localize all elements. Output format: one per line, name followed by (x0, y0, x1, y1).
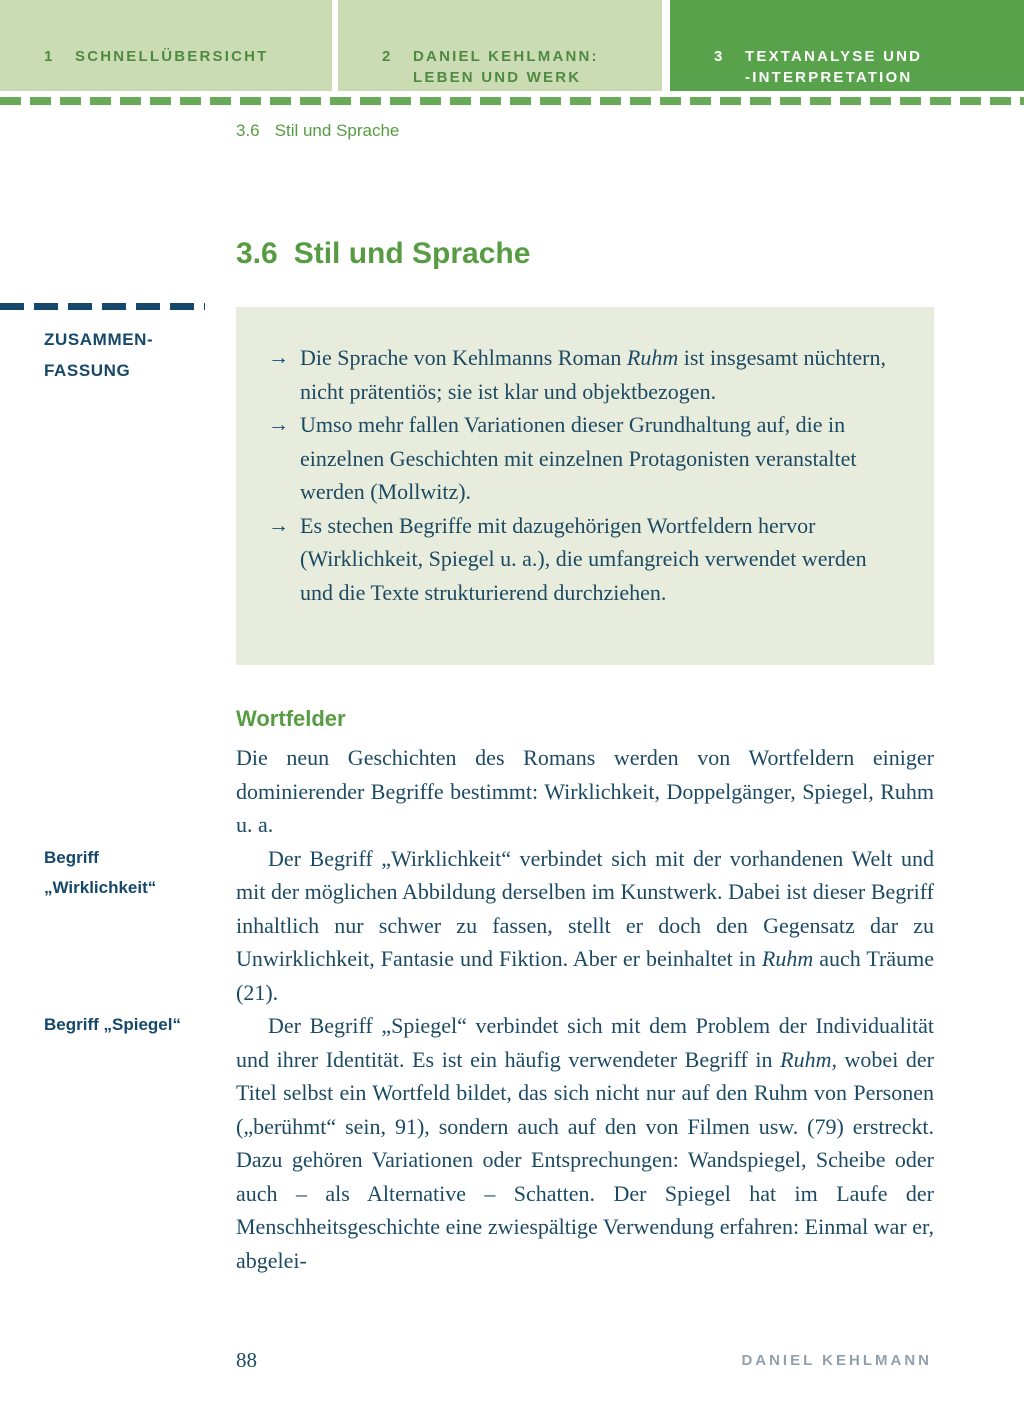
page-title-number: 3.6 (236, 237, 278, 270)
summary-dashed-divider (0, 303, 205, 310)
summary-bullet (268, 408, 904, 509)
body-text-column (236, 741, 934, 1277)
summary-margin-label: ZUSAMMEN- FASSUNG (44, 330, 154, 380)
margin-label-begriff-spiegel: Begriff „Spiegel“ (44, 1015, 181, 1034)
summary-bullet-text: Umso mehr fallen Variationen dieser Grundhaltung auf, die in einzelnen Geschichten mit einzelnen Protagonisten veranstaltet werden (Mollwitz). (300, 412, 857, 504)
tab-number: 1 (44, 48, 55, 65)
summary-box (236, 307, 934, 665)
paragraph-wortfelder-intro: Die neun Geschichten des Romans werden von Wortfeldern einiger dominierender Begriffe bestimmt: Wirklichkeit, Doppelgänger, Spiegel, Ruhm u. a. (236, 745, 934, 837)
margin-label-begriff-wirklichkeit: Begriff „Wirklichkeit“ (44, 848, 157, 897)
paragraph-begriff-spiegel: Der Begriff „Spiegel“ verbindet sich mit dem Problem der Individualität und ihrer Identität. Es ist ein häufig verwendeter Begriff in Ruhm, wobei der Titel selbst ein Wortfeld bildet, das sich nicht nur auf den Ruhm von Personen („berühmt“ sein, 91), sondern auch auf den von Filmen usw. (79) erstreckt. Dazu gehören Variationen oder Entsprechungen: Wandspiegel, Scheibe oder auch – als Alternative – Schatten. Der Spiegel hat im Laufe der Menschheitsgeschichte eine zwiespältige Verwendung erfahren: Einmal war er, abgelei- (236, 1013, 935, 1273)
page-number: 88 (236, 1348, 257, 1372)
footer-running-title: DANIEL KEHLMANN (741, 1352, 932, 1369)
tab-number: 3 (714, 48, 725, 65)
section-heading-wortfelder: Wortfelder (236, 706, 346, 731)
tab-label: SCHNELLÜBERSICHT (75, 48, 269, 65)
tab-daniel-kehlmann-leben-und-werk (338, 0, 662, 91)
tab-label: TEXTANALYSE UND -INTERPRETATION (745, 48, 923, 86)
arrow-right-icon: → (268, 413, 289, 436)
tab-number: 2 (382, 48, 393, 65)
tab-textanalyse-und-interpretation (670, 0, 1024, 91)
arrow-right-icon: → (268, 346, 289, 369)
paragraph-begriff-wirklichkeit: Der Begriff „Wirklichkeit“ verbindet sich mit der vorhandenen Welt und mit der möglichen Abbildung derselben im Kunstwerk. Dabei ist dieser Begriff inhaltlich nur schwer zu fassen, stellt er doch den Gegensatz dar zu Unwirklichkeit, Fantasie und Fiktion. Aber er beinhaltet in Ruhm auch Träume (21). (236, 845, 935, 1005)
summary-bullet (268, 509, 904, 610)
summary-bullet (268, 341, 904, 408)
header-dashed-divider (0, 97, 1024, 105)
breadcrumb-label: Stil und Sprache (274, 121, 400, 140)
summary-bullet-text: Die Sprache von Kehlmanns Roman Ruhm ist insgesamt nüchtern, nicht prätentiös; sie ist klar und objektbezogen. (300, 345, 886, 404)
arrow-right-icon: → (268, 513, 289, 537)
breadcrumb (236, 121, 399, 141)
breadcrumb-number: 3.6 (236, 121, 260, 140)
summary-bullet-text: Es stechen Begriffe mit dazugehörigen Wortfeldern hervor (Wirklichkeit, Spiegel u. a.), die umfangreich verwendet werden und die Texte strukturierend durchziehen. (300, 512, 867, 605)
tab-schnelluebersicht (0, 0, 332, 91)
page-title (236, 237, 530, 271)
page-title-label: Stil und Sprache (293, 237, 531, 270)
tab-label: DANIEL KEHLMANN: LEBEN UND WERK (413, 48, 599, 86)
